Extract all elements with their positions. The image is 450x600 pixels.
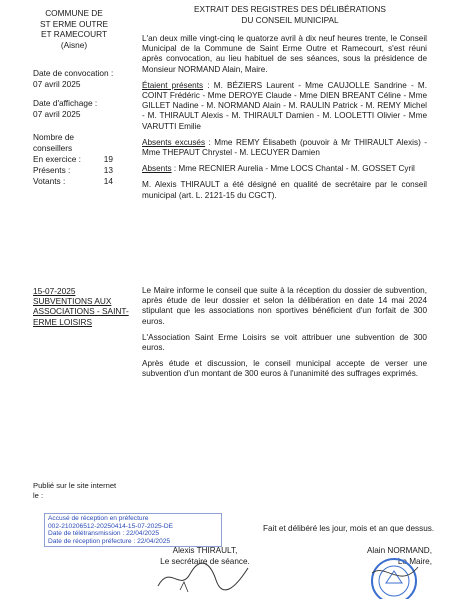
counts-title-line: Nombre de: [33, 132, 75, 142]
affichage-block: [33, 98, 97, 119]
commune-line: ET RAMECOURT: [40, 29, 108, 39]
commune-line: ST ERME OUTRE: [39, 18, 109, 29]
publication-note: [33, 481, 116, 500]
stamp-line: 002-210206512-20250414-15-07-2025-DE: [48, 522, 174, 530]
prefecture-stamp: [44, 513, 222, 547]
deliberation-paragraph: L'Association Saint Erme Loisirs se voit attribuer une subvention de 300 euros.: [142, 332, 427, 353]
handwritten-signature-icon: [150, 556, 260, 596]
subject-date: 15-07-2025: [33, 286, 76, 296]
subject-block: [33, 286, 133, 327]
count-label: Votants :: [33, 176, 66, 186]
commune-line: COMMUNE DE: [45, 8, 103, 18]
title-line: EXTRAIT DES REGISTRES DES DÉLIBÉRATIONS: [194, 4, 386, 14]
affichage-label: Date d'affichage :: [33, 98, 98, 108]
commune-header: [24, 8, 124, 50]
count-value: 19: [103, 154, 113, 164]
intro-paragraph: L'an deux mille vingt-cinq le quatorze avril à dix neuf heures trente, le Conseil Municipal de la Commune de Saint Erme Outre et Ramecourt, s'est réuni après convocation, au lieu habituel de ses séances, sous la présidence de Monsieur NORMAND Alain, Maire.: [142, 34, 427, 74]
excuses-label: Absents excusés: [142, 137, 206, 147]
count-value: 13: [103, 165, 113, 175]
commune-line: (Aisne): [60, 39, 88, 50]
deliberation-paragraph: Le Maire informe le conseil que suite à la réception du dossier de subvention, après étude de leur dossier et selon la délibération en date 14 mai 2024 stipulant que les associations non sportives bénéficient d'un forfait de 300 euros.: [142, 286, 427, 326]
excuses-text: : Mme REMY Élisabeth (pouvoir à Mr THIRAULT Alexis) - Mme THEPAUT Chrystel - M. LECUYER Damien: [142, 137, 427, 158]
convocation-block: [33, 68, 113, 89]
counts-title-line: conseillers: [33, 142, 73, 153]
document-title: [145, 4, 435, 25]
closing-text: Fait et délibéré les jour, mois et an que dessus.: [263, 524, 435, 533]
excuses-paragraph: [142, 138, 427, 158]
convocation-date: 07 avril 2025: [33, 78, 81, 89]
deliberation-body: [142, 286, 427, 386]
subject-title: SUBVENTIONS AUX ASSOCIATIONS - SAINT-ERME LOISIRS: [33, 296, 129, 327]
count-label: En exercice :: [33, 154, 81, 164]
absents-text: : Mme RECNIER Aurelia - Mme LOCS Chantal - M. GOSSET Cyril: [171, 164, 415, 174]
stamp-line: Accusé de réception en préfecture: [48, 515, 149, 522]
secretary-name: Alexis THIRAULT,: [172, 546, 238, 555]
counts-title: [33, 132, 74, 153]
deliberation-paragraph: Après étude et discussion, le conseil municipal accepte de verser une subvention d'un montant de 300 euros à l'unanimité des suffrages exprimés.: [142, 359, 427, 379]
absents-paragraph: [142, 164, 427, 174]
presents-paragraph: [142, 81, 427, 132]
presents-text: : M. BÉZIERS Laurent - Mme CAUJOLLE Sandrine - M. COINT Frédéric - Mme DEROYE Claude - Mme DIEN BREANT Céline - Mme GILLET Nadine - M. NORMAND Alain - M. RAULIN Patrick - M. REMY Michel - M. THIRAULT Alexis - M. THIRAULT Damien - M. LOOLETTI Olivier - Mme VARUTTI Emilie: [142, 80, 427, 131]
mayor-name: Alain NORMAND,: [366, 546, 432, 555]
town-seal-icon: [366, 553, 422, 599]
absents-label: Absents: [142, 164, 172, 174]
title-line: DU CONSEIL MUNICIPAL: [241, 14, 339, 25]
mayor-role: Le Maire,: [397, 556, 432, 566]
stamp-line: Date de réception préfecture : 22/04/2025: [48, 537, 171, 545]
secretary-role: Le secrétaire de séance.: [160, 556, 250, 566]
presents-label: Étaient présents: [142, 80, 204, 90]
convocation-label: Date de convocation :: [33, 68, 114, 78]
count-label: Présents :: [33, 165, 71, 175]
stamp-line: Date de télétransmission : 22/04/2025: [48, 530, 160, 538]
publication-line: Publié sur le site internet: [33, 481, 117, 490]
secretary-paragraph: M. Alexis THIRAULT a été désigné en qualité de secrétaire par le conseil municipal (art. L. 2121-15 du CGCT).: [142, 180, 427, 200]
publication-line: le :: [33, 490, 44, 500]
count-value: 14: [103, 176, 113, 186]
affichage-date: 07 avril 2025: [33, 108, 81, 119]
meeting-body: [142, 34, 427, 207]
